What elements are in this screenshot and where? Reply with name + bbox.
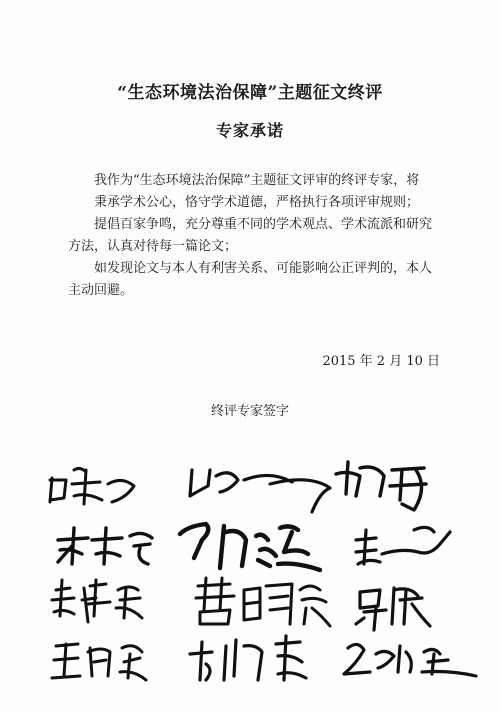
document-title: “生态环境法治保障”主题征文终评: [117, 83, 383, 103]
signature-row1-middle: [190, 470, 330, 512]
paragraph-uphold: 秉承学术公心，恪守学术道德，严格执行各项评审规则；: [94, 195, 420, 210]
signature-row2-left: [58, 528, 152, 564]
document-subtitle: 专家承诺: [215, 121, 284, 140]
signature-row3-middle: [196, 578, 330, 626]
pledge-body: [68, 170, 440, 302]
signature-heading: 终评专家签字: [210, 404, 289, 419]
signature-row1-left: [50, 468, 134, 504]
paragraph-intro: 我作为“生态环境法治保障”主题征文评审的终评专家，将: [94, 173, 420, 188]
signature-row2-middle: [180, 524, 320, 570]
signature-area: [30, 440, 480, 700]
signature-row3-left: [52, 580, 142, 622]
paragraph-recuse: 如发现论文与本人有利害关系、可能影响公正评判的，本人主动回避。: [68, 261, 433, 298]
paragraph-respect: 提倡百家争鸣，充分尊重不同的学术观点、学术流派和研究方法，认真对待每一篇论文；: [68, 217, 433, 254]
signature-row4-right: [344, 644, 476, 676]
document-date: 2015 年 2 月 10 日: [322, 354, 440, 369]
handwritten-signatures: [30, 440, 480, 700]
signature-row3-right: [356, 588, 430, 630]
signature-row4-left: [52, 644, 146, 680]
signature-row4-middle: [190, 636, 306, 680]
signature-row2-right: [356, 527, 450, 564]
signature-row1-right: [336, 462, 426, 510]
